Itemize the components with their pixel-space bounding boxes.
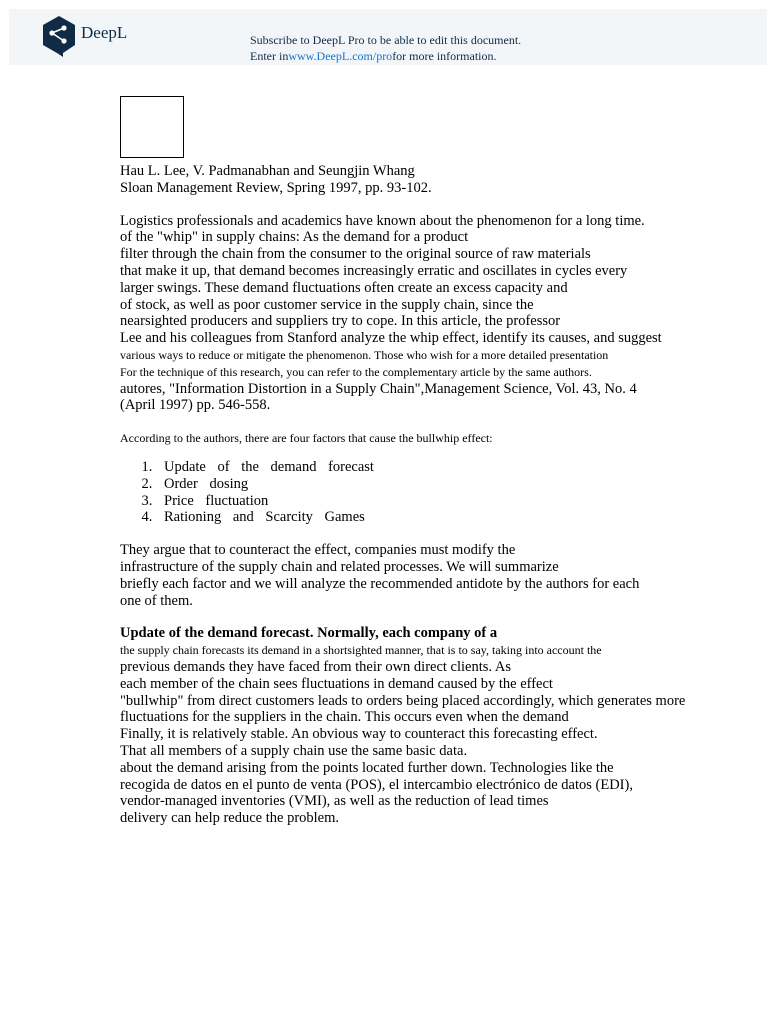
document-body bbox=[120, 96, 686, 827]
argue-line: briefly each factor and we will analyze the recommended antidote by the authors for each bbox=[120, 575, 640, 592]
section-heading: Update of the demand forecast. Normally, each company of a bbox=[120, 625, 498, 642]
factor-item: 2. Order dosing bbox=[164, 476, 680, 493]
enter-prefix: Enter in bbox=[250, 49, 289, 63]
section-line: That all members of a supply chain use the same basic data. bbox=[120, 742, 468, 759]
intro-line: that make it up, that demand becomes increasingly erratic and oscillates in cycles every bbox=[120, 262, 628, 279]
section-demand-forecast bbox=[120, 625, 686, 827]
deepl-logo-icon bbox=[41, 15, 77, 57]
intro-small-line: For the technique of this research, you can refer to the complementary article by the same authors. bbox=[120, 364, 592, 379]
argue-line: infrastructure of the supply chain and related processes. We will summarize bbox=[120, 558, 559, 575]
deepl-banner bbox=[9, 9, 767, 65]
deepl-pro-link[interactable]: www.DeepL.com/pro bbox=[288, 49, 393, 63]
intro-line: (April 1997) pp. 546-558. bbox=[120, 397, 271, 414]
intro-paragraph bbox=[120, 213, 680, 415]
intro-line: autores, "Information Distortion in a Supply Chain",Management Science, Vol. 43, No. 4 bbox=[120, 380, 637, 397]
section-line: "bullwhip" from direct customers leads to orders being placed accordingly, which generates more bbox=[120, 692, 686, 709]
intro-line: of the "whip" in supply chains: As the demand for a product bbox=[120, 229, 469, 246]
image-placeholder bbox=[120, 96, 184, 158]
section-line: recogida de datos en el punto de venta (POS), el intercambio electrónico de datos (EDI), bbox=[120, 776, 633, 793]
section-line: fluctuations for the suppliers in the chain. This occurs even when the demand bbox=[120, 709, 569, 726]
enter-suffix: for more information. bbox=[392, 49, 497, 63]
section-line: Finally, it is relatively stable. An obvious way to counteract this forecasting effect. bbox=[120, 726, 598, 743]
section-line: each member of the chain sees fluctuations in demand caused by the effect bbox=[120, 675, 553, 692]
section-line: vendor-managed inventories (VMI), as well as the reduction of lead times bbox=[120, 793, 549, 810]
intro-line: Lee and his colleagues from Stanford analyze the whip effect, identify its causes, and suggest bbox=[120, 330, 662, 347]
argue-line: They argue that to counteract the effect, companies must modify the bbox=[120, 542, 516, 559]
subscribe-message: Subscribe to DeepL Pro to be able to edit this document. bbox=[250, 33, 522, 47]
factor-item: 1. Update of the demand forecast bbox=[164, 459, 680, 476]
factors-intro: According to the authors, there are four factors that cause the bullwhip effect: bbox=[120, 431, 493, 446]
section-line: delivery can help reduce the problem. bbox=[120, 810, 340, 827]
enter-message bbox=[250, 49, 497, 64]
intro-line: larger swings. These demand fluctuations often create an excess capacity and bbox=[120, 279, 568, 296]
deepl-logo-text: DeepL bbox=[81, 23, 128, 42]
factor-item: 3. Price fluctuation bbox=[164, 493, 680, 510]
argue-paragraph bbox=[120, 542, 680, 609]
intro-line: nearsighted producers and suppliers try to cope. In this article, the professor bbox=[120, 313, 561, 330]
factor-item: 4. Rationing and Scarcity Games bbox=[164, 509, 680, 526]
section-line: previous demands they have faced from their own direct clients. As bbox=[120, 658, 511, 675]
intro-line: of stock, as well as poor customer service in the supply chain, since the bbox=[120, 296, 534, 313]
authors-line: Hau L. Lee, V. Padmanabhan and Seungjin Whang bbox=[120, 163, 415, 179]
argue-line: one of them. bbox=[120, 592, 193, 609]
intro-line: Logistics professionals and academics have known about the phenomenon for a long time. bbox=[120, 212, 645, 229]
section-small-line: the supply chain forecasts its demand in a shortsighted manner, that is to say, taking into account the bbox=[120, 643, 602, 658]
source-line: Sloan Management Review, Spring 1997, pp. 93-102. bbox=[120, 179, 432, 196]
intro-small-line: various ways to reduce or mitigate the phenomenon. Those who wish for a more detailed presentation bbox=[120, 347, 609, 362]
factors-list bbox=[120, 459, 680, 526]
section-line: about the demand arising from the points located further down. Technologies like the bbox=[120, 759, 614, 776]
intro-line: filter through the chain from the consumer to the original source of raw materials bbox=[120, 246, 591, 263]
